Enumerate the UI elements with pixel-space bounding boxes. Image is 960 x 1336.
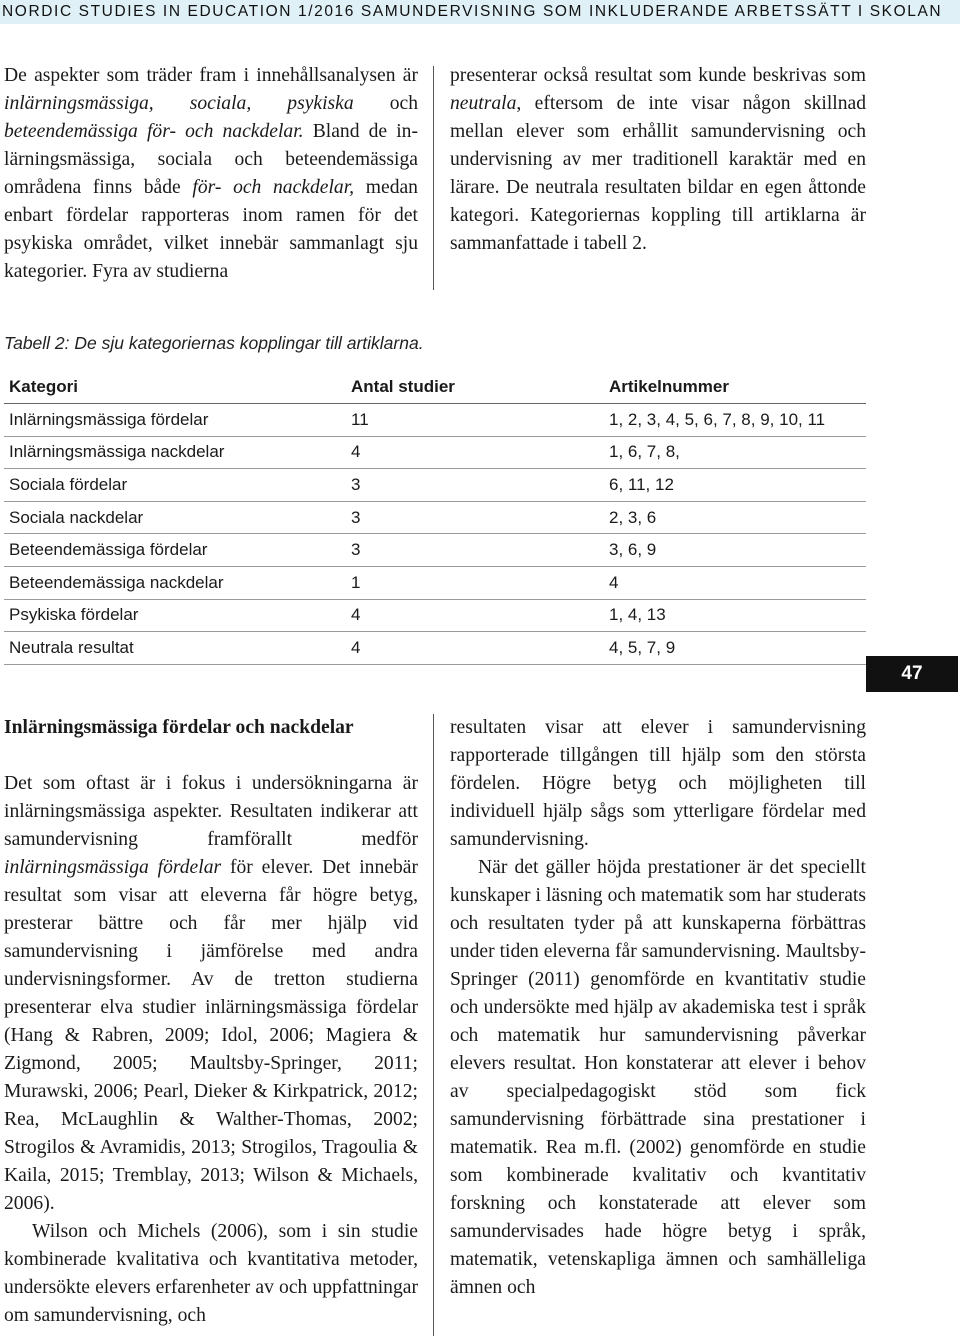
cell-articles: 4, 5, 7, 9: [604, 632, 866, 665]
table-caption: Tabell 2: De sju kategoriernas kopplingar till artiklarna.: [4, 333, 424, 353]
header-artikelnummer: Artikelnummer: [604, 371, 866, 404]
section-heading: Inlärningsmässiga fördelar och nackdelar: [4, 717, 354, 738]
cell-count: 4: [346, 632, 604, 665]
cell-articles: 4: [604, 566, 866, 599]
cell-articles: 1, 4, 13: [604, 599, 866, 632]
cell-category: Neutrala resultat: [4, 632, 346, 665]
table-header-row: [4, 371, 866, 404]
cell-articles: 6, 11, 12: [604, 469, 866, 502]
intro-right-column: [450, 62, 866, 258]
cell-count: 4: [346, 436, 604, 469]
body-right-column: [450, 714, 866, 1302]
column-divider-bottom: [433, 714, 434, 1336]
table-row: [4, 436, 866, 469]
table-row: [4, 469, 866, 502]
running-head: NORDIC STUDIES IN EDUCATION 1/2016 SAMUNDERVISNING SOM INKLUDERANDE ARBETSSÄTT I SKOLAN: [2, 3, 943, 20]
table-row: [4, 566, 866, 599]
intro-left-column: [4, 62, 418, 286]
column-divider-top: [433, 66, 434, 290]
cell-articles: 2, 3, 6: [604, 501, 866, 534]
cell-articles: 3, 6, 9: [604, 534, 866, 567]
table-row: [4, 534, 866, 567]
body-paragraph: Det som oftast är i fokus i undersökningarna är inlärningsmässiga aspekter. Resultaten indikerar att samundervisning framförallt medför inlärningsmässiga fördelar för elever. Det innebär resultat som visar att eleverna får högre betyg, presterar bättre och får mer hjälp vid samundervisning i jämförelse med andra undervisningsformer. Av de tretton studierna presenterar elva studier inlärningsmässiga fördelar (Hang & Rabren, 2009; Idol, 2006; Magiera & Zigmond, 2005; Maultsby-Springer, 2011; Murawski, 2006; Pearl, Dieker & Kirkpatrick, 2012; Rea, McLaughlin & Walther-Thomas, 2002; Strogilos & Avramidis, 2013; Strogilos, Tragoulia & Kaila, 2015; Tremblay, 2013; Wilson & Michaels, 2006).: [4, 773, 418, 1214]
body-paragraph: resultaten visar att elever i samundervisning rapporterade tillgången till hjälp som den största fördelen. Högre betyg och möjligheten till individuell hjälp sågs som ytterligare fördelar med samundervisning.: [450, 717, 866, 850]
intro-right-paragraph: presenterar också resultat som kunde beskrivas som neutrala, eftersom de inte visar någon skillnad mellan elever som erhållit samundervisning och undervisning av mer traditionell karaktär med en lärare. De neutrala resultaten bildar en egen åttonde kategori. Kategoriernas koppling till artiklarna är sammanfattade i tabell 2.: [450, 65, 866, 254]
cell-count: 3: [346, 469, 604, 502]
cell-category: Beteendemässiga nackdelar: [4, 566, 346, 599]
cell-articles: 1, 6, 7, 8,: [604, 436, 866, 469]
body-paragraph: Wilson och Michels (2006), som i sin studie kombinerade kvalitativa och kvantitativa metoder, undersökte elevers erfarenheter av och uppfattningar om samundervisning, och: [4, 1221, 418, 1326]
cell-category: Beteendemässiga fördelar: [4, 534, 346, 567]
cell-count: 1: [346, 566, 604, 599]
cell-category: Sociala nackdelar: [4, 501, 346, 534]
cell-category: Psykiska fördelar: [4, 599, 346, 632]
table-row: [4, 404, 866, 437]
header-antal-studier: Antal studier: [346, 371, 604, 404]
body-paragraph: När det gäller höjda prestationer är det speciellt kunskaper i läsning och matematik som har studerats och resultaten tyder på att kunskaperna förbättras under tiden eleverna får samundervisning. Maultsby-Springer (2011) genomförde en kvantitativ studie och undersökte med hjälp av akademiska test i språk och matematik hur samundervisning påverkar elevers resultat. Hon konstaterar att elever i behov av specialpedagogiskt stöd som fick samundervisning förbättrade sina prestationer i matematik. Rea m.fl. (2002) genomförde en studie som kombinerade kvalitativ och kvantitativ forskning och konstaterade att elever som samundervisades hade högre betyg i språk, matematik, vetenskapliga ämnen och samhälleliga ämnen och: [450, 857, 866, 1298]
cell-category: Inlärningsmässiga fördelar: [4, 404, 346, 437]
table-row: [4, 599, 866, 632]
page-number: 47: [866, 656, 958, 692]
cell-category: Inlärningsmässiga nackdelar: [4, 436, 346, 469]
table-row: [4, 632, 866, 665]
cell-count: 3: [346, 501, 604, 534]
cell-count: 11: [346, 404, 604, 437]
cell-count: 3: [346, 534, 604, 567]
cell-count: 4: [346, 599, 604, 632]
category-table: [4, 371, 866, 665]
cell-category: Sociala fördelar: [4, 469, 346, 502]
header-kategori: Kategori: [4, 371, 346, 404]
cell-articles: 1, 2, 3, 4, 5, 6, 7, 8, 9, 10, 11: [604, 404, 866, 437]
table-row: [4, 501, 866, 534]
body-left-column: [4, 714, 418, 1330]
intro-left-paragraph: De aspekter som träder fram i innehållsanalysen är inlärningsmässiga, sociala, psykiska och beteendemässiga för- och nackdelar. Bland de inlärningsmässiga, sociala och beteendemässiga områdena finns både för- och nackdelar, medan enbart fördelar rapporteras inom ramen för det psykiska området, vilket innebär sammanlagt sju kategorier. Fyra av studierna: [4, 65, 418, 282]
